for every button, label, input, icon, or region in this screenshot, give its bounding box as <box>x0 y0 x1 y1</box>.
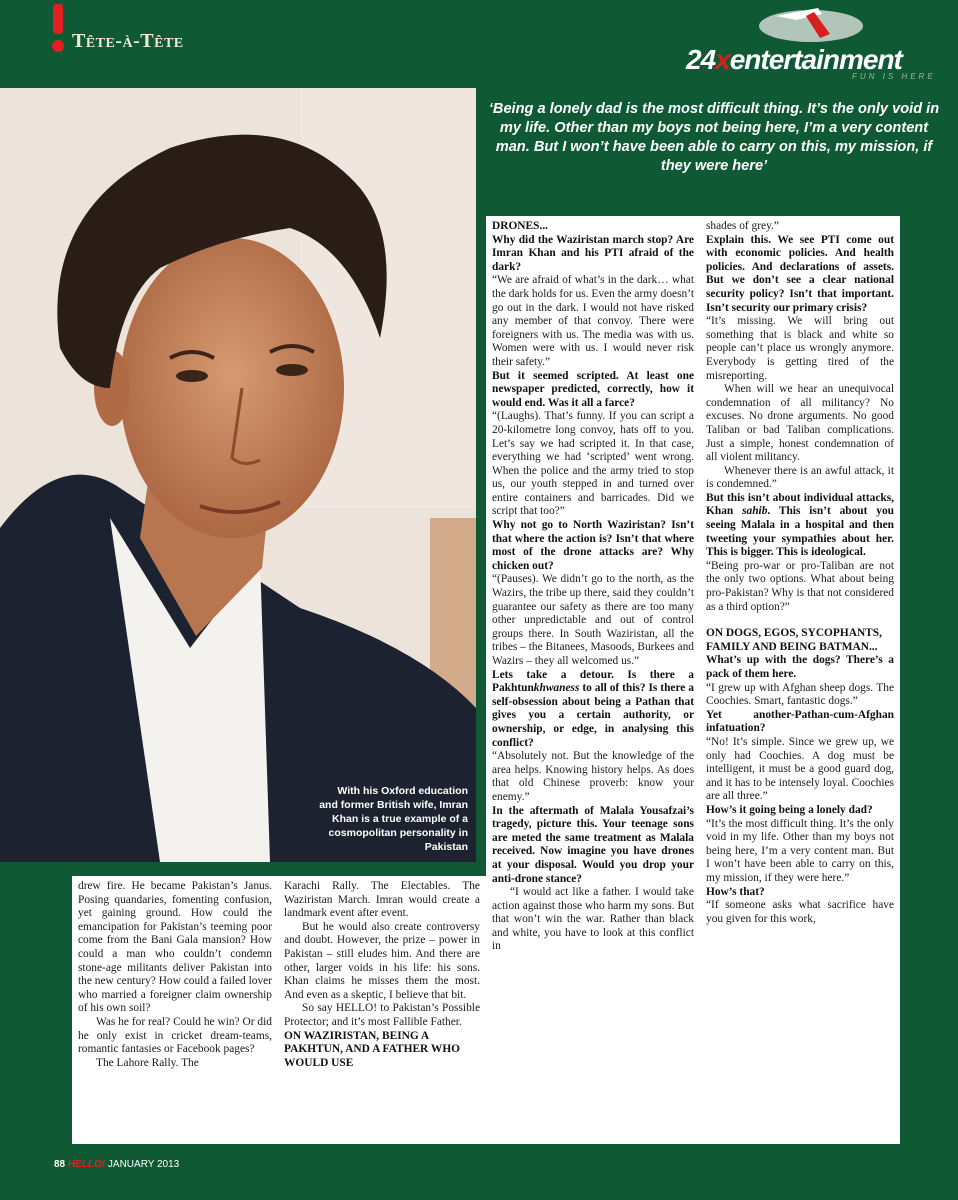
body-paragraph: The Lahore Rally. The <box>96 1056 199 1069</box>
body-paragraph: Karachi Rally. The Electables. The Waziristan March. Imran would create a landmark event after event. <box>284 880 480 920</box>
question-text: But this isn’t about individual attacks, Khan <box>706 491 894 518</box>
question-emphasis: sahib <box>742 505 768 518</box>
interview-answer: “I grew up with Afghan sheep dogs. The Coochies. Smart, fantastic dogs.” <box>706 681 894 708</box>
interview-answer: “(Pauses). We didn’t go to the north, as the Wazirs, the tribe up there, said they couldn’t guarantee our safety as there are too many other unpredictable and out of control groups there. In South Waziristan, all the tribes – the Bitanees, Masoods, Burkees and Wazirs – they all welcomed us.” <box>492 573 694 667</box>
portrait-illustration <box>0 88 476 862</box>
interview-answer: “Being pro-war or pro-Taliban are not the only two options. What about being pro-Pakistan? Why is that not considered as a third option?” <box>706 559 894 613</box>
article-column-4 <box>700 216 900 1144</box>
interview-question: But it seemed scripted. At least one newspaper predicted, correctly, how it would end. Was it all a farce? <box>492 369 694 409</box>
interview-answer: “(Laughs). That’s funny. If you can script a 20-kilometre long convoy, hats off to you. Let’s say we had scripted it. In that case, everything we had ‘scripted’ went wrong. When the police and the army tried to stop us, our youth stepped in and turned over entire containers and barricades. Did we script that too?” <box>492 410 694 518</box>
interview-answer: “I would act like a father. I would take action against those who harm my sons. But that won’t win the war. Rather than black and white, you have to look at this conflict in <box>492 886 694 953</box>
pull-quote: ‘Being a lonely dad is the most difficult thing. It’s the only void in my life. Other than my boys not being here, I’m a very content man. But I won’t have been able to carry on this, my mission, if they were here’ <box>488 101 940 174</box>
section-heading: ON DOGS, EGOS, SYCOPHANTS, FAMILY AND BEING BATMAN... <box>706 627 882 653</box>
interview-question: In the aftermath of Malala Yousafzai’s tragedy, picture this. Your teenage sons are meted the same treatment as Malala received. Now imagine you have drones at your disposal. Would you drop your anti-drone stance? <box>492 804 694 885</box>
logo-swoosh-icon <box>756 4 866 46</box>
interview-question: Why did the Waziristan march stop? Are Imran Khan and his PTI afraid of the dark? <box>492 233 694 273</box>
interview-answer: “It’s the most difficult thing. It’s the only void in my life. Other than my boys not being here, I’m a very content man. But I won’t have been able to carry on this, my mission, if they were here.” <box>706 817 894 884</box>
question-text: Lets take a detour. Is there a Pakhtun <box>492 668 694 695</box>
interview-answer: “If someone asks what sacrifice have you given for this work, <box>706 899 894 925</box>
photo-caption: With his Oxford education and former British wife, Imran Khan is a true example of a cosmopolitan personality in Pakistan <box>319 785 468 853</box>
body-paragraph: Was he for real? Could he win? Or did he only exist in cricket dream-teams, romantic fantasies or Facebook pages? <box>78 1015 272 1056</box>
interview-question: How’s that? <box>706 885 765 898</box>
logo-tagline: FUN IS HERE <box>852 72 936 81</box>
interview-answer: “We are afraid of what’s in the dark… what the dark holds for us. Even the army doesn’t go out in the dark. I would not have risked any member of that convoy. There were foreigners with us. The media was with us. Women were with us. I would never risk their safety.” <box>492 274 694 368</box>
article-column-2 <box>278 876 486 1144</box>
interview-answer: shades of grey.” <box>706 220 779 232</box>
question-text: to all of this? Is there a self-obsession about being a Pathan that gives you a certain authority, or ownership, or edge, in analysing this conflict? <box>492 682 694 749</box>
body-paragraph: So say HELLO! to Pakistan’s Possible Protector; and it’s most Fallible Father. <box>284 1002 480 1028</box>
interview-answer: Whenever there is an awful attack, it is condemned.” <box>706 464 894 491</box>
interview-answer: “Absolutely not. But the knowledge of the area helps. Knowing history helps. As does that old Chinese proverb: know your enemy.” <box>492 750 694 803</box>
issue-date: JANUARY 2013 <box>107 1159 180 1170</box>
interview-question <box>492 669 694 751</box>
interview-answer: “No! It’s simple. Since we grew up, we only had Coochies. A dog must be intelligent, it must be a good guard dog, and it has to be intensely loyal. Coochies are all three.” <box>706 735 894 803</box>
exclamation-icon <box>50 4 66 56</box>
page-number: 88 <box>54 1159 66 1170</box>
interview-answer: When will we hear an unequivocal condemnation of all militancy? No excuses. No drone arguments. No good Taliban or bad Taliban complications. Just a simple, honest condemnation of all violent militancy. <box>706 383 894 464</box>
interview-answer: “It’s missing. We will bring out something that is black and white so people can’t place us wrongly anymore. Everybody is getting tired of the misreporting. <box>706 315 894 382</box>
interview-question: Why not go to North Waziristan? Isn’t that where the action is? Isn’t that where most of the drone attacks are? Why chicken out? <box>492 519 694 572</box>
question-text: . This isn’t about you seeing Malala in a hospital and then tweeting your sympathies about her. This is bigger. This is ideological. <box>706 505 894 559</box>
magazine-name: HELLO! <box>67 1159 106 1170</box>
logo-x: x <box>715 44 730 75</box>
interview-question: Explain this. We see PTI come out with economic policies. And health policies. And declarations of assets. But we don’t see a clear national security policy? Isn’t that important. Isn’t security our primary crisis? <box>706 233 894 314</box>
interview-question <box>706 492 894 560</box>
section-heading: DRONES... <box>492 220 549 232</box>
portrait-photo <box>0 88 476 862</box>
logo-number: 24 <box>686 44 716 75</box>
interview-question: How’s it going being a lonely dad? <box>706 803 873 816</box>
section-heading: ON WAZIRISTAN, BEING A PAKHTUN, AND A FATHER WHO WOULD USE <box>284 1029 461 1069</box>
article-column-1 <box>72 876 278 1144</box>
body-paragraph: drew fire. He became Pakistan’s Janus. Posing quandaries, fomenting confusion, yet gaining ground. How could the emancipation for Pakistan’s teeming poor come from the Bani Gala mansion? How could a man who couldn’t condemn stone-age militants deliver Pakistan into the new century? How could a failed lover who married a foreigner claim ownership of his own soil? <box>78 880 272 1015</box>
question-emphasis: khwaness <box>533 682 580 695</box>
interview-question: Yet another-Pathan-cum-Afghan infatuation? <box>706 708 894 735</box>
interview-question: What’s up with the dogs? There’s a pack of them here. <box>706 654 894 680</box>
section-title: Tête-à-Tête <box>72 30 184 52</box>
logo-word: entertainment <box>729 44 902 75</box>
page-footer <box>54 1159 179 1170</box>
body-paragraph: But he would also create controversy and doubt. However, the prize – power in Pakistan – still eludes him. And there are other, larger voids in his life: his sons. Khan claims he misses them the most. And even as a skeptic, I believe that bit. <box>284 920 480 1001</box>
article-column-3 <box>486 216 700 1144</box>
site-logo[interactable] <box>686 4 936 82</box>
